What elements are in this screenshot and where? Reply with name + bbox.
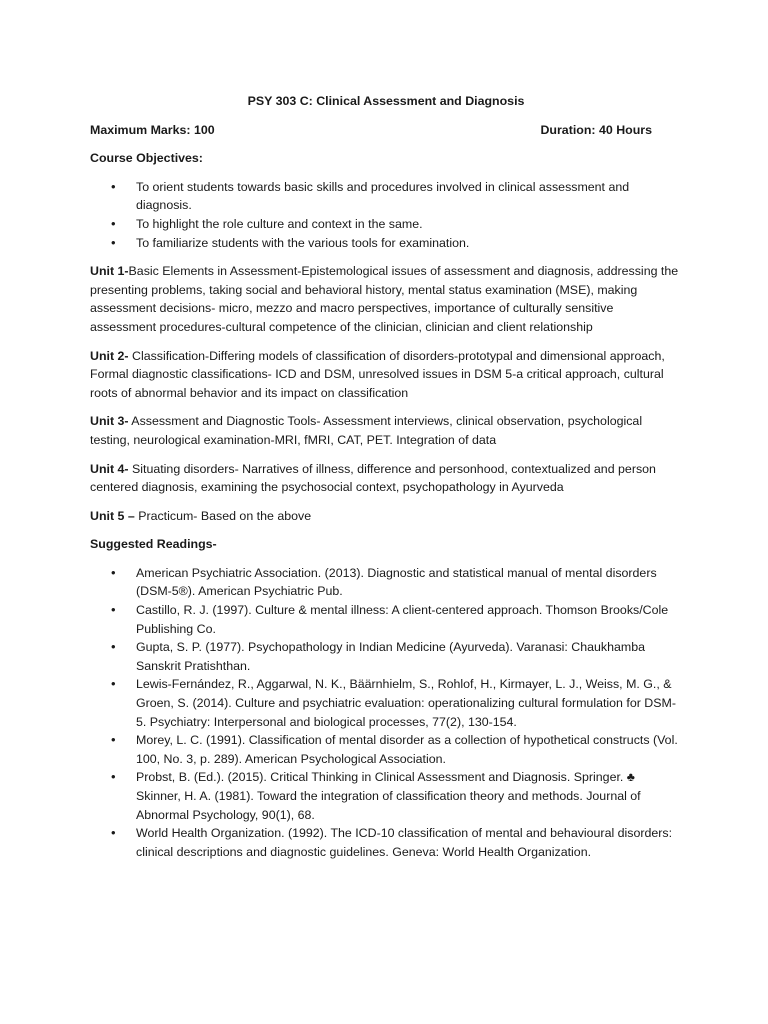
bullet-icon: • (111, 769, 116, 785)
maximum-marks: Maximum Marks: 100 (90, 122, 215, 137)
reading-text: Lewis-Fernández, R., Aggarwal, N. K., Bäärnhielm, S., Rohlof, H., Kirmayer, L. J., Weiss, M. G., & Groen, S. (2014). Culture and psychiatric evaluation: operationalizing cultural formulation for DSM-5. Psychiatry: Interpersonal and biological processes, 77(2), 130-154. (136, 677, 676, 729)
objective-text: To orient students towards basic skills and procedures involved in clinical assessment and diagnosis. (136, 179, 630, 213)
reading-text: Gupta, S. P. (1977). Psychopathology in Indian Medicine (Ayurveda). Varanasi: Chaukhamba Sanskrit Pratishthan. (136, 640, 646, 673)
reading-item (90, 824, 682, 861)
objective-item (90, 178, 682, 215)
readings-list (90, 564, 682, 862)
bullet-icon: • (111, 602, 116, 618)
objective-item (90, 234, 682, 253)
unit-text: Basic Elements in Assessment-Epistemological issues of assessment and diagnosis, addressing the presenting problems, taking social and behavioral history, mental status examination (MSE), making assessment decisions- micro, mezzo and macro perspectives, importance of culturally sensitive assessment procedures-cultural competence of the clinician, clinician and client relationship (90, 264, 679, 334)
bullet-icon: • (111, 178, 116, 194)
unit-2 (90, 347, 682, 403)
unit-label: Unit 2- (90, 348, 129, 363)
document-page (90, 92, 682, 871)
bullet-icon: • (111, 825, 116, 841)
unit-text: Situating disorders- Narratives of illness, difference and personhood, contextualized and person centered diagnosis, examining the psychosocial context, psychopathology in Ayurveda (90, 461, 656, 495)
bullet-icon: • (111, 732, 116, 748)
objectives-list (90, 178, 682, 252)
unit-label: Unit 3- (90, 414, 129, 429)
reading-item (90, 768, 682, 824)
reading-item (90, 638, 682, 675)
duration: Duration: 40 Hours (540, 122, 652, 137)
unit-label: Unit 5 – (90, 508, 135, 523)
bullet-icon: • (111, 234, 116, 250)
bullet-icon: • (111, 215, 116, 231)
unit-label: Unit 4- (90, 461, 129, 476)
unit-label: Unit 1- (90, 264, 129, 279)
bullet-icon: • (111, 639, 116, 655)
reading-text: Morey, L. C. (1991). Classification of mental disorder as a collection of hypothetical constructs (Vol. 100, No. 3, p. 289). American Psychological Association. (136, 733, 678, 766)
bullet-icon: • (111, 676, 116, 692)
unit-1 (90, 262, 682, 336)
bullet-icon: • (111, 564, 116, 580)
reading-item (90, 675, 682, 731)
unit-5 (90, 507, 682, 526)
unit-4 (90, 460, 682, 497)
readings-heading: Suggested Readings- (90, 537, 217, 552)
objective-text: To highlight the role culture and context in the same. (136, 216, 423, 231)
reading-text: American Psychiatric Association. (2013). Diagnostic and statistical manual of mental disorders (DSM-5®). American Psychiatric Pub. (136, 565, 657, 599)
unit-text: Assessment and Diagnostic Tools- Assessment interviews, clinical observation, psychological testing, neurological examination-MRI, fMRI, CAT, PET. Integration of data (90, 414, 643, 447)
unit-text: Practicum- Based on the above (134, 508, 312, 523)
unit-text: Classification-Differing models of classification of disorders-prototypal and dimensional approach, Formal diagnostic classifications- ICD and DSM, unresolved issues in DSM 5-a critical approach, cultural roots of abnormal behavior and its impact on classification (90, 348, 665, 400)
reading-item (90, 564, 682, 601)
unit-3 (90, 412, 682, 449)
objective-text: To familiarize students with the various tools for examination. (136, 235, 470, 250)
objectives-heading: Course Objectives: (90, 151, 203, 166)
page-title: PSY 303 C: Clinical Assessment and Diagnosis (247, 94, 525, 108)
marks-duration-row (90, 121, 682, 140)
reading-item (90, 601, 682, 638)
reading-text: Castillo, R. J. (1997). Culture & mental illness: A client-centered approach. Thomson Brooks/Cole Publishing Co. (136, 603, 669, 636)
reading-text: World Health Organization. (1992). The ICD-10 classification of mental and behavioural disorders: clinical descriptions and diagnostic guidelines. Geneva: World Health Organization. (136, 826, 673, 859)
reading-text: Probst, B. (Ed.). (2015). Critical Thinking in Clinical Assessment and Diagnosis. Springer. ♣ Skinner, H. A. (1981). Toward the integration of classification theory and methods. Journal of Abnormal Psychology, 90(1), 68. (136, 770, 641, 822)
objective-item (90, 215, 682, 234)
reading-item (90, 731, 682, 768)
